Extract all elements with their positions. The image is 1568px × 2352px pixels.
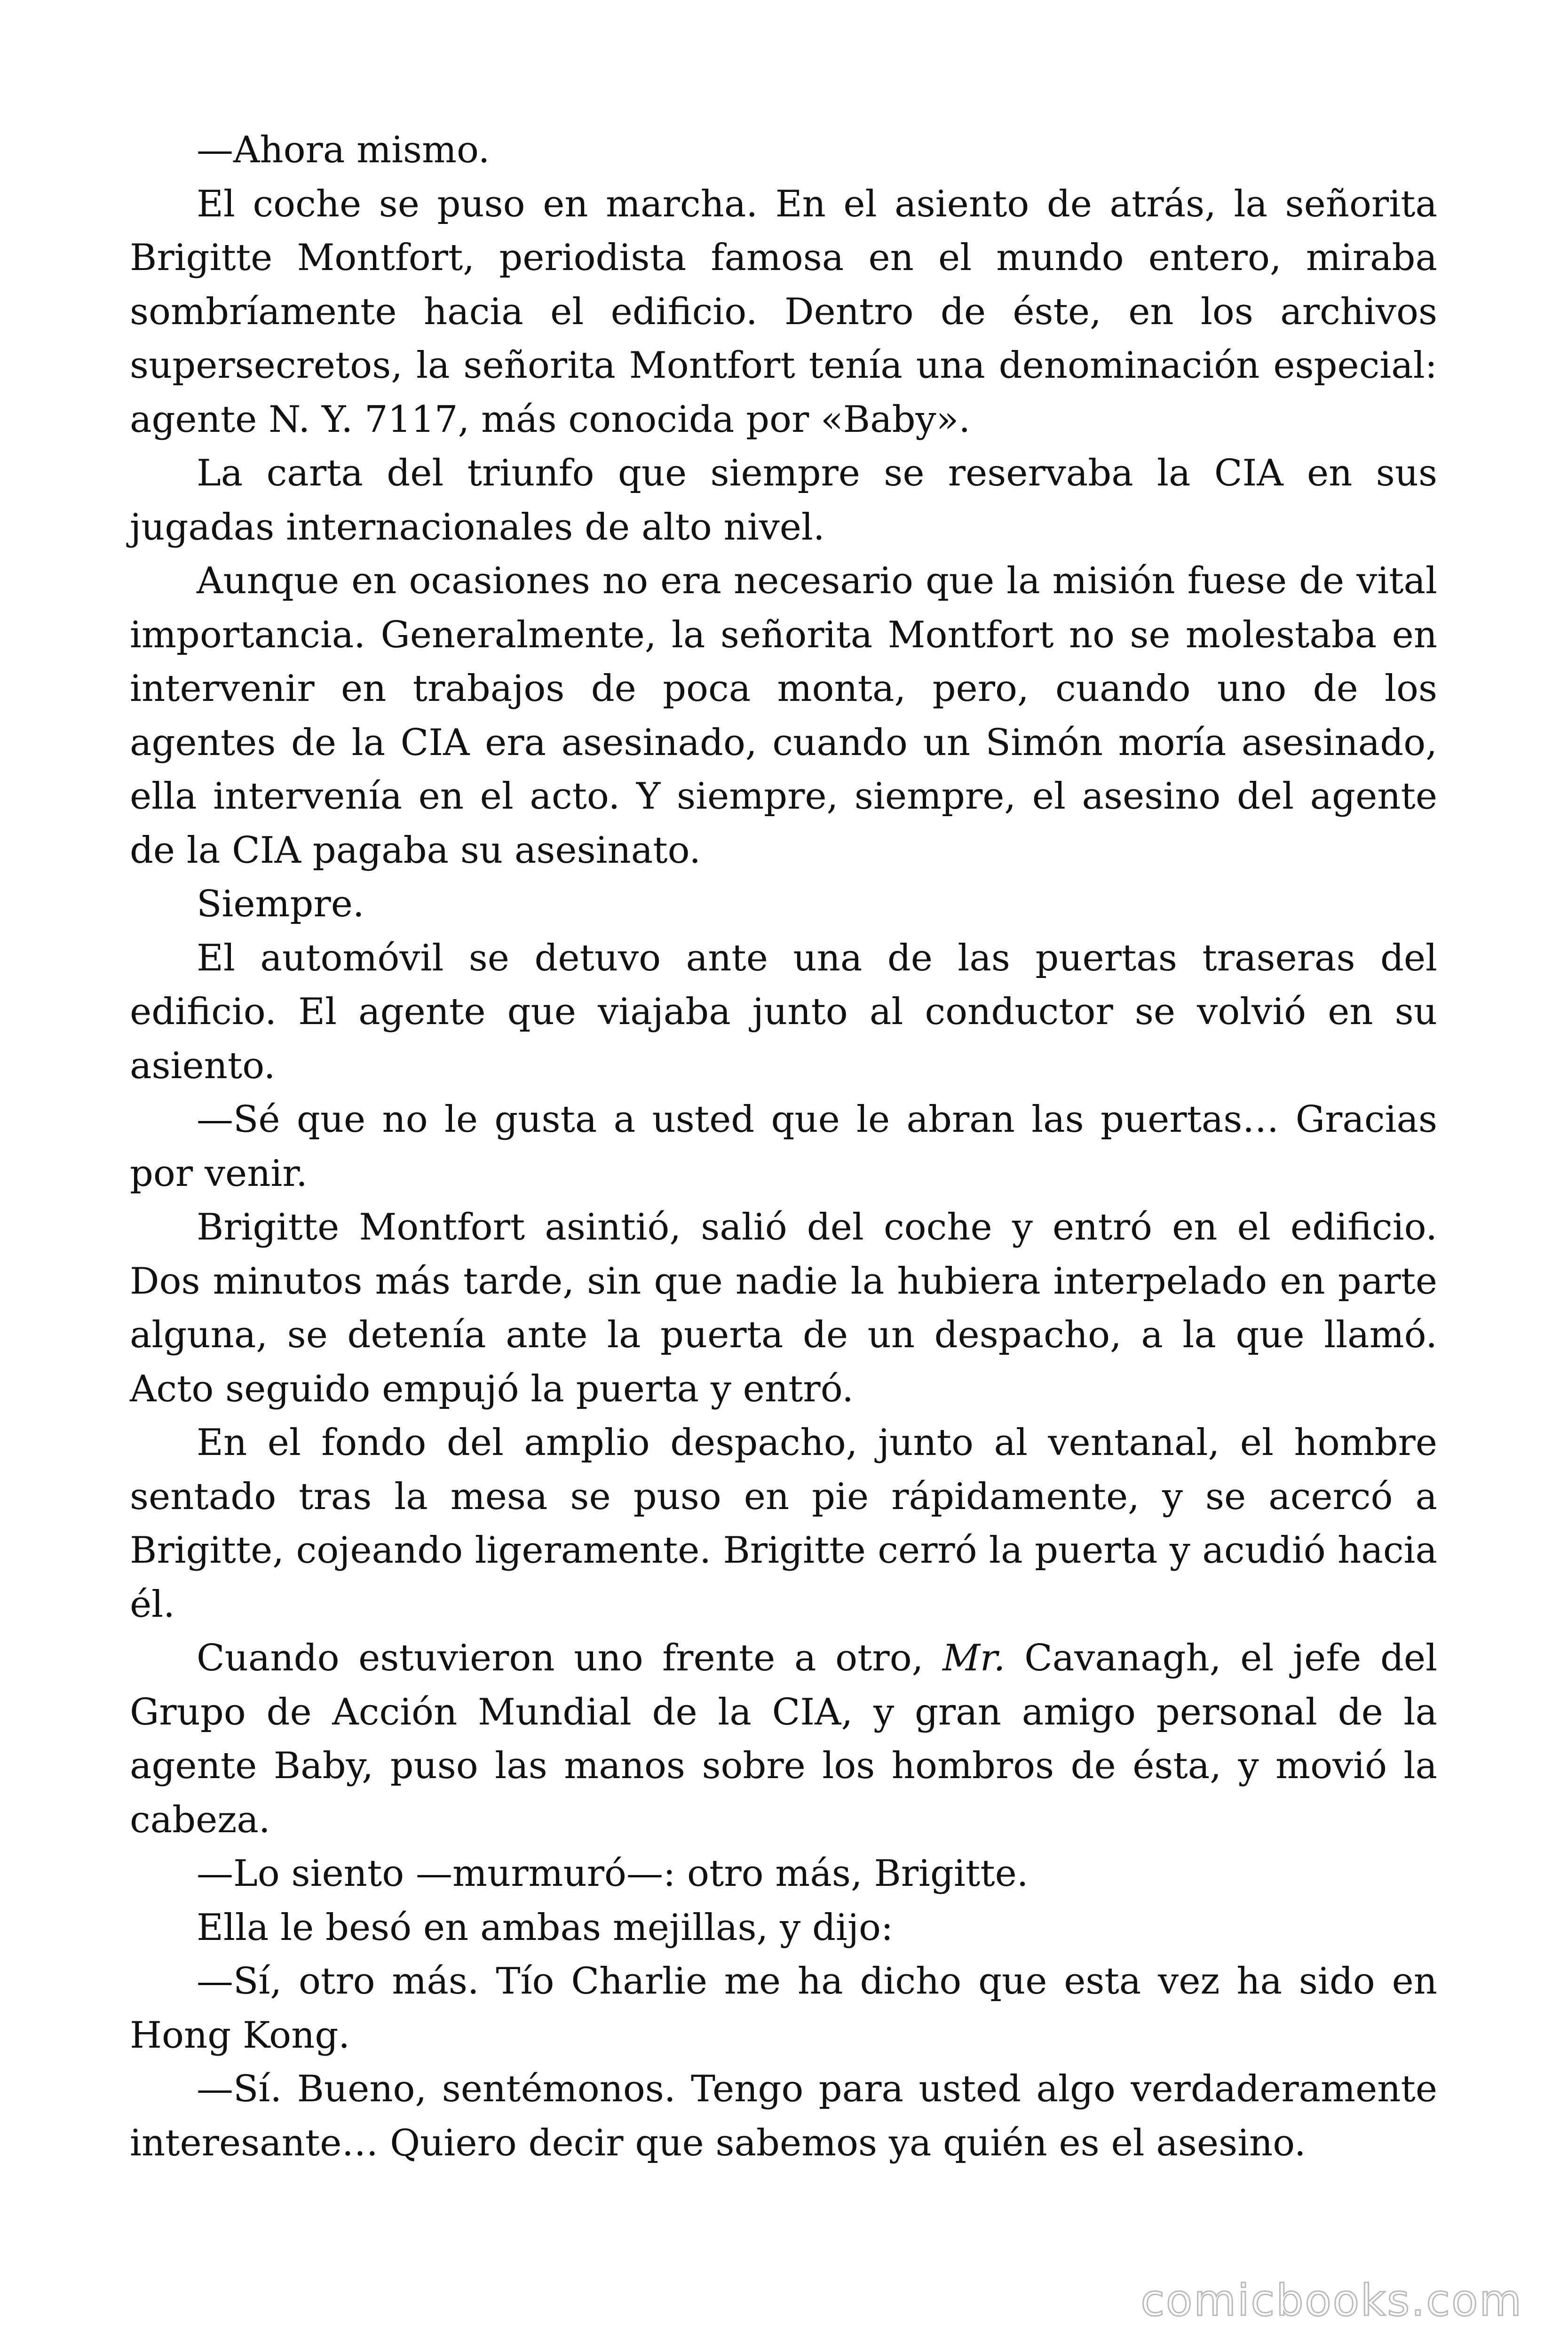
paragraph: En el fondo del amplio despacho, junto al ventanal, el hombre sentado tras la mesa se puso en pie rápidamente, y se acercó a Brigitte, cojeando ligeramente. Brigitte cerró la puerta y acudió hacia él. (130, 1422, 1437, 1626)
paragraph: La carta del triunfo que siempre se reservaba la CIA en sus jugadas internacionales de alto nivel. (130, 452, 1437, 548)
paragraph: Aunque en ocasiones no era necesario que la misión fuese de vital importancia. Generalmente, la señorita Montfort no se molestaba en intervenir en trabajos de poca monta, pero, cuando uno de los agentes de la CIA era asesinado, cuando un Simón moría asesinado, ella intervenía en el acto. Y siempre, siempre, el asesino del agente de la CIA pagaba su asesinato. (130, 560, 1437, 872)
paragraph: —Sé que no le gusta a usted que le abran las puertas… Gracias por venir. (130, 1098, 1437, 1195)
text-run: Cavanagh, el jefe del Grupo de Acción Mundial de la CIA, y gran amigo personal de la agente Baby, puso las manos sobre los hombros de ésta, y movió la cabeza. (130, 1637, 1437, 1841)
text-run: Cuando estuvieron uno frente a otro, (197, 1637, 943, 1679)
italic-title: Mr. (942, 1637, 1006, 1679)
paragraph: —Sí, otro más. Tío Charlie me ha dicho que esta vez ha sido en Hong Kong. (130, 1960, 1437, 2057)
paragraph: —Ahora mismo. (197, 129, 490, 171)
paragraph: El coche se puso en marcha. En el asiento de atrás, la señorita Brigitte Montfort, periodista famosa en el mundo entero, miraba sombríamente hacia el edificio. Dentro de éste, en los archivos supersecretos, la señorita Montfort tenía una denominación especial: agente N. Y. 7117, más conocida por «Baby». (130, 183, 1437, 441)
paragraph: El automóvil se detuvo ante una de las puertas traseras del edificio. El agente que viajaba junto al conductor se volvió en su asiento. (130, 937, 1437, 1087)
body-text (130, 123, 1437, 2170)
paragraph: —Sí. Bueno, sentémonos. Tengo para usted algo verdaderamente interesante… Quiero decir que sabemos ya quién es el asesino. (130, 2068, 1437, 2164)
paragraph-cavanagh (130, 1631, 1437, 1847)
paragraph: Ella le besó en ambas mejillas, y dijo: (197, 1906, 894, 1949)
paragraph: Siempre. (197, 883, 364, 925)
paragraph: Brigitte Montfort asintió, salió del coche y entró en el edificio. Dos minutos más tarde, sin que nadie la hubiera interpelado en parte alguna, se detenía ante la puerta de un despacho, a la que llamó. Acto seguido empujó la puerta y entró. (130, 1206, 1437, 1410)
paragraph: —Lo siento —murmuró—: otro más, Brigitte. (197, 1852, 1029, 1895)
watermark: comicbooks.com (1140, 2275, 1523, 2326)
